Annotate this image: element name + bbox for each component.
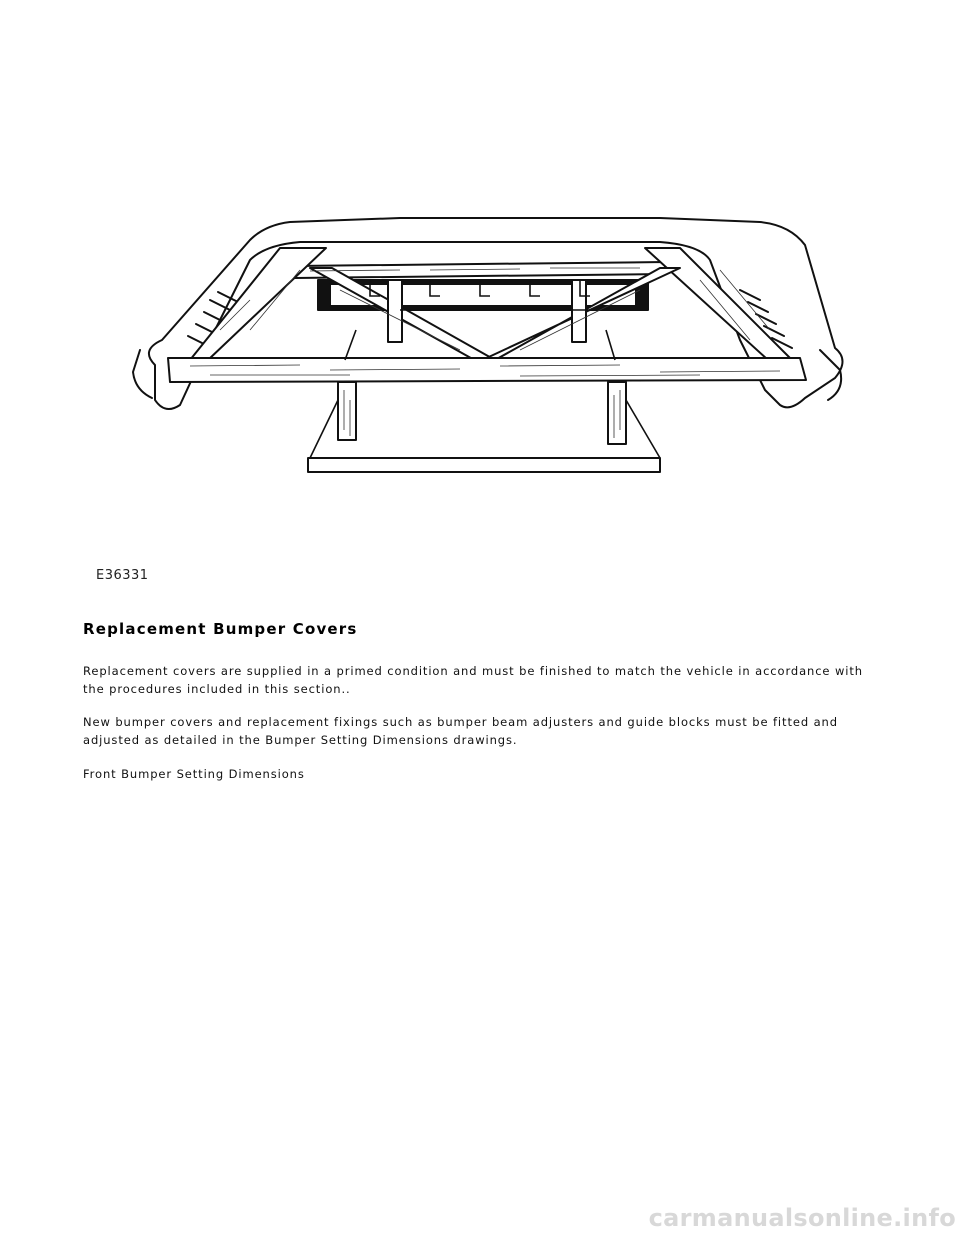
figure-code: E36331 bbox=[96, 568, 149, 583]
right-upright bbox=[645, 248, 790, 360]
paragraph-fitting-adjustment: New bumper covers and replacement fixings such as bumper beam adjusters and guide blocks must be fitted and adjusted as detailed in the Bumper Setting Dimensions drawings. bbox=[83, 715, 838, 747]
top-beam bbox=[295, 262, 665, 278]
left-leg bbox=[338, 382, 356, 440]
paragraph-primed-covers: Replacement covers are supplied in a primed condition and must be finished to match the vehicle in accordance with the procedures included in this section.. bbox=[83, 664, 863, 696]
bottom-beam bbox=[168, 358, 806, 382]
paragraph-front-setting-dimensions: Front Bumper Setting Dimensions bbox=[83, 767, 305, 781]
bumper-stand-drawing bbox=[100, 200, 860, 500]
section-heading: Replacement Bumper Covers bbox=[83, 620, 358, 638]
bumper-stand-illustration bbox=[100, 200, 860, 500]
base-plate bbox=[308, 458, 660, 472]
watermark: carmanualsonline.info bbox=[648, 1204, 956, 1232]
left-upright bbox=[190, 248, 326, 360]
right-leg bbox=[608, 382, 626, 444]
